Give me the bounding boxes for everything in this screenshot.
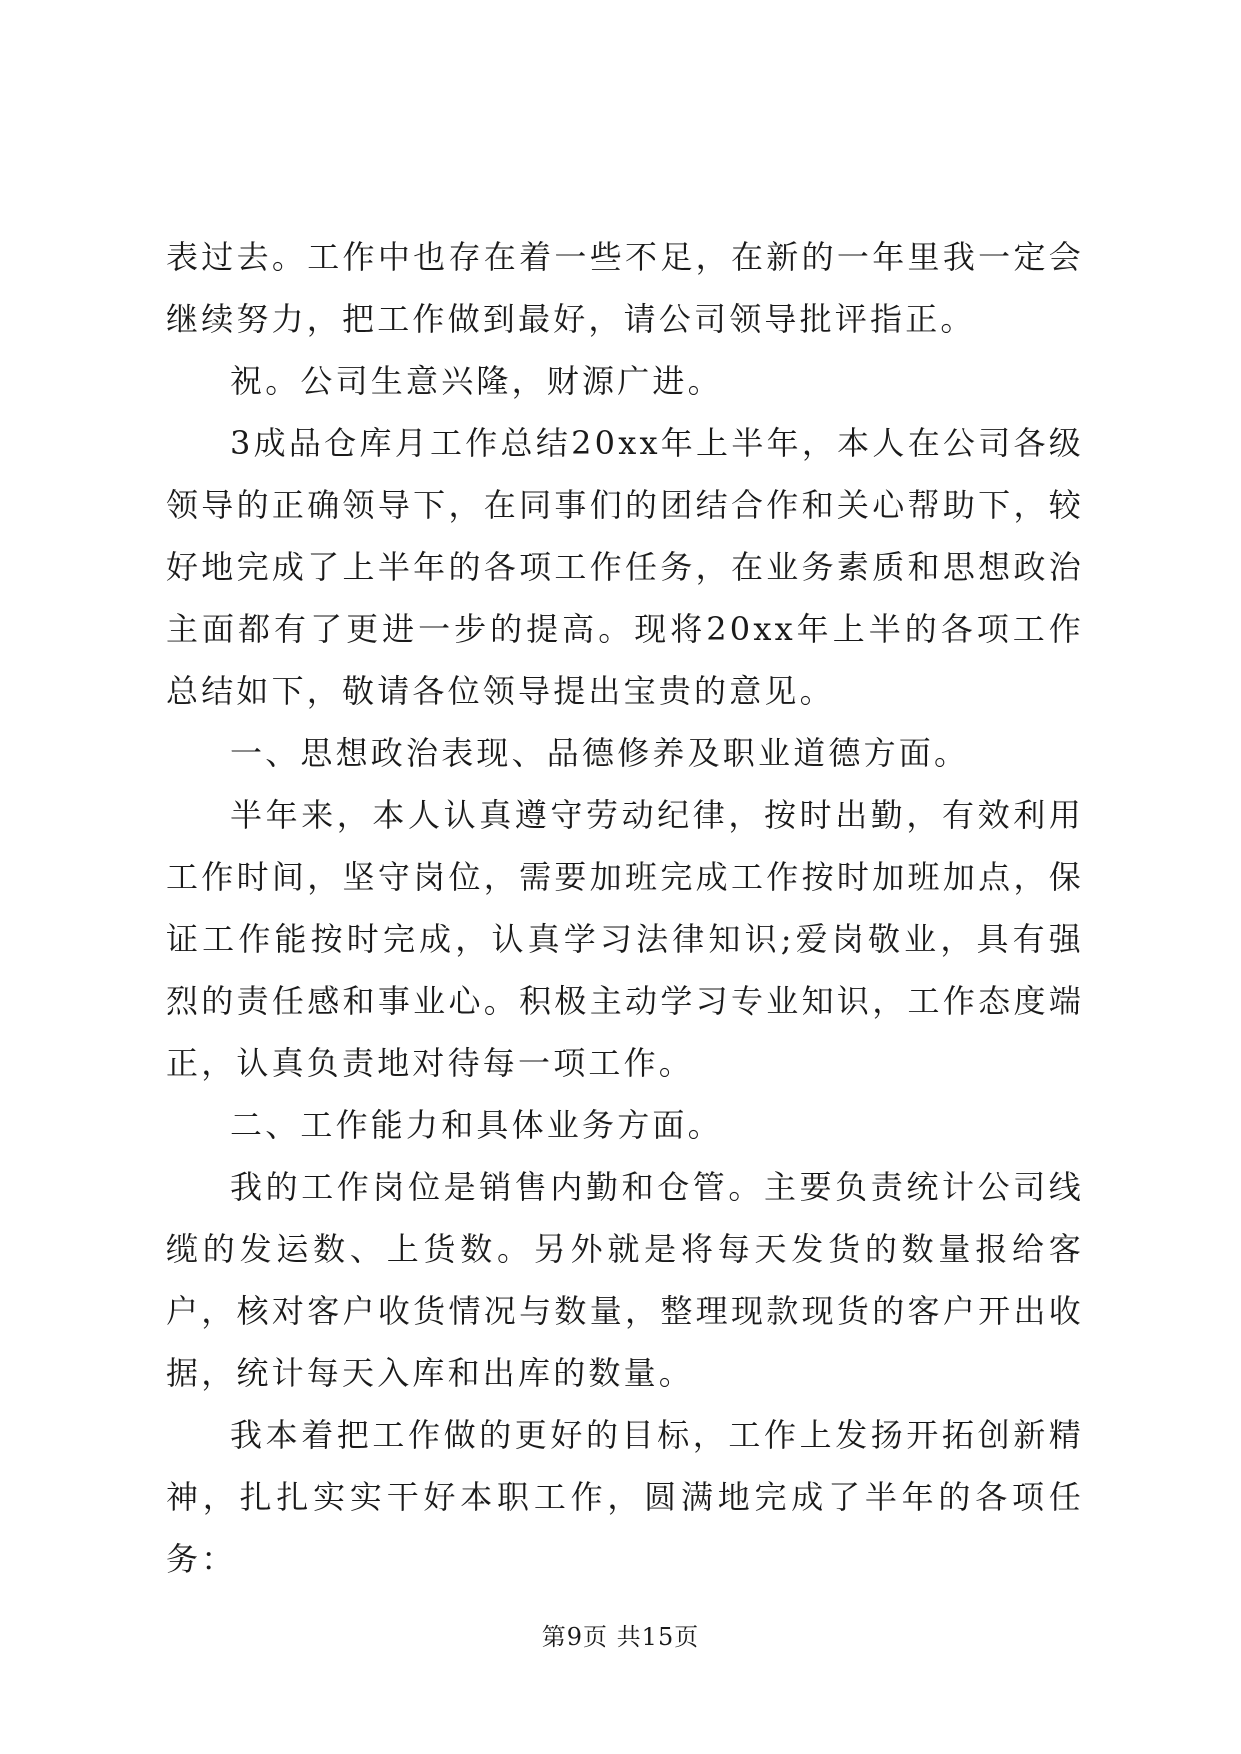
document-body	[166, 226, 1084, 1590]
paragraph-1: 表过去。工作中也存在着一些不足，在新的一年里我一定会继续努力，把工作做到最好，请公司领导批评指正。	[166, 238, 1084, 338]
paragraph-8: 我本着把工作做的更好的目标，工作上发扬开拓创新精神，扎扎实实干好本职工作，圆满地完成了半年的各项任务：	[166, 1416, 1084, 1578]
paragraph-2: 祝。公司生意兴隆，财源广进。	[230, 362, 723, 400]
paragraph-6-heading: 二、工作能力和具体业务方面。	[230, 1106, 723, 1144]
paragraph-5: 半年来，本人认真遵守劳动纪律，按时出勤，有效利用工作时间，坚守岗位，需要加班完成工作按时加班加点，保证工作能按时完成，认真学习法律知识;爱岗敬业，具有强烈的责任感和事业心。积极主动学习专业知识，工作态度端正，认真负责地对待每一项工作。	[166, 796, 1084, 1082]
page-number-footer: 第9页 共15页	[541, 1623, 700, 1651]
paragraph-3: 3成品仓库月工作总结20xx年上半年，本人在公司各级领导的正确领导下，在同事们的团结合作和关心帮助下，较好地完成了上半年的各项工作任务，在业务素质和思想政治主面都有了更进一步的提高。现将20xx年上半的各项工作总结如下，敬请各位领导提出宝贵的意见。	[166, 424, 1084, 710]
paragraph-4-heading: 一、思想政治表现、品德修养及职业道德方面。	[230, 734, 970, 772]
paragraph-7: 我的工作岗位是销售内勤和仓管。主要负责统计公司线缆的发运数、上货数。另外就是将每天发货的数量报给客户，核对客户收货情况与数量，整理现款现货的客户开出收据，统计每天入库和出库的数量。	[166, 1168, 1084, 1392]
